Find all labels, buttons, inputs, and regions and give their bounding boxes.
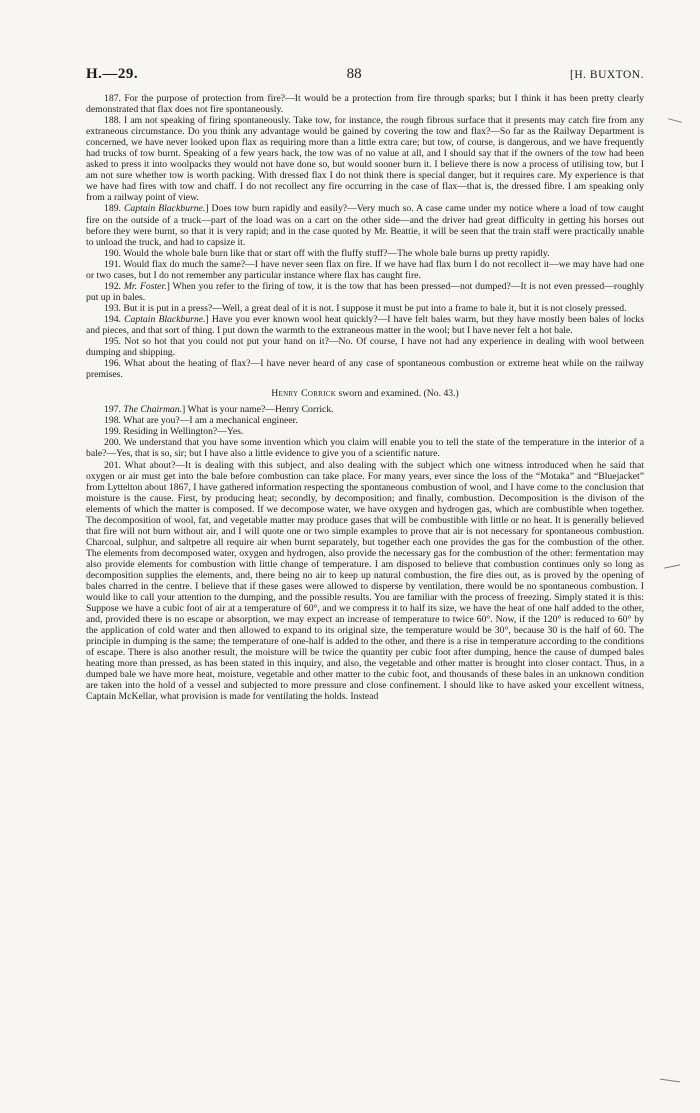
question-number: 189. [104,203,124,215]
evidence-section-corrick [86,404,644,702]
witness-heading-rest: sworn and examined. (No. 43.) [336,388,459,400]
evidence-paragraph [86,426,644,437]
paragraph-text: 187. For the purpose of protection from fire?—It would be a protection from fire through sparks; but I think it has been pretty clearly demonstrated that flax does not fire spontaneously. [86,93,644,116]
paragraph-text: 200. We understand that you have some invention which you claim will enable you to tell the state of the temperature in the interior of a bale?—Yes, that is so, sir; but I have also a little evidence to give you of a scientific nature. [86,437,644,460]
evidence-paragraph [86,415,644,426]
speaker-name: Mr. Foster. [123,280,167,292]
witness-name: Henry Corrick [271,388,337,400]
paragraph-text: ] What is your name?—Henry Corrick. [182,404,334,416]
question-number: 192. [104,280,124,292]
evidence-paragraph [86,336,644,358]
paper-reference: H.—29. [86,66,139,82]
margin-mark [664,564,680,568]
question-number: 197. [104,404,124,416]
evidence-paragraph [86,437,644,459]
margin-mark [660,1079,680,1083]
paragraph-text: ] Have you ever known wool heat quickly?—I have felt bales warm, but they have mostly been bales of locks and pieces, and that sort of thing. I put down the warmth to the extraneous matter in the wool; but I have never felt a hot bale. [86,313,645,336]
evidence-paragraph [86,281,644,303]
evidence-paragraph [86,203,644,247]
evidence-paragraph [86,93,644,115]
paragraph-text: 191. Would flax do much the same?—I have never seen flax on fire. If we have had flax burn I do not recollect it—we may have had one or two cases, but I do not remember any particular instance where flax has caught fire. [86,258,644,281]
margin-mark [668,118,682,123]
paragraph-text: 190. Would the whole bale burn like that or start off with the fluffy stuff?—The whole bale burns up pretty rapidly. [104,247,550,259]
evidence-paragraph [86,358,644,380]
page-number: 88 [346,66,362,82]
paragraph-text: ] Does tow burn rapidly and easily?—Very much so. A case came under my notice where a load of tow caught fire on the outside of a truck—part of the load was on a cart on the other side—and the driver had great difficulty in getting his horses out before they were burnt, so that it is very rapid; and in the case quoted by Mr. Beattie, it will be seen that the train staff were practically unable to unload the truck, and had to capsize it. [86,203,644,248]
paragraph-text: 195. Not so hot that you could not put your hand on it?—No. Of course, I have not had any experience in dealing with wool between dumping and shipping. [86,336,644,359]
paragraph-text: ] When you refer to the firing of tow, it is the tow that has been pressed—not dumped?—It is not even pressed—roughly put up in bales. [86,280,645,303]
evidence-paragraph [86,460,644,703]
running-head: [H. BUXTON. [570,69,644,81]
evidence-paragraph [86,404,644,415]
speaker-name: Captain Blackburne. [124,313,206,325]
paragraph-text: 198. What are you?—I am a mechanical engineer. [104,415,298,427]
evidence-paragraph [86,314,644,336]
paragraph-text: 193. But it is put in a press?—Well, a great deal of it is not. I suppose it must be put into a frame to bale it, but it is not closely pressed. [104,302,627,314]
page-header [86,66,644,83]
evidence-paragraph [86,248,644,259]
speaker-name: The Chairman. [123,404,183,416]
evidence-section-buxton [86,93,644,380]
evidence-paragraph [86,303,644,314]
paragraph-text: 196. What about the heating of flax?—I have never heard of any case of spontaneous combustion or extreme heat while on the railway premises. [86,358,644,381]
speaker-name: Captain Blackburne. [123,203,206,215]
evidence-paragraph [86,259,644,281]
question-number: 194. [104,313,125,325]
witness-heading [86,388,644,399]
paragraph-text: 199. Residing in Wellington?—Yes. [104,426,244,438]
paragraph-text: 188. I am not speaking of firing spontaneously. Take tow, for instance, the rough fibrous surface that it presents may catch fire from any extraneous circumstance. Do you think any advantage would be gained by covering the tow and flax?—So far as the Railway Department is concerned, we have never looked upon flax as requiring more than a little extra care; but tow, of course, is dangerous, and we have frequently had trucks of tow burnt. Speaking of a few years back, the tow was of no value at all, and I should say that if the owners of the tow had been asked to press it into woolpacks they would not have done so, but would sooner burn it. I believe there is now a process of utilising tow, but I am not sure whether tow is worth packing. With dressed flax I do not think there is special danger, but it requires care. My experience is that we have had fires with tow and chaff. I do not recollect any fire occurring in the case of flax—that is, the dressed fibre. I am speaking only from a railway point of view. [86,115,644,204]
evidence-paragraph [86,115,644,203]
paragraph-text: 201. What about?—It is dealing with this subject, and also dealing with the subject which one witness introduced when he said that oxygen or air must get into the bale before combustion can take place. For many years, ever since the loss of the “Motaka” and “Bluejacket” from Lyttelton about 1867, I have gathered information respecting the spontaneous combustion of wool, and I have come to the conclusion that moisture is the cause. First, by producing heat; secondly, by decomposition; and finally, combustion. Decomposition is the divison of the elements of which the matter is composed. If we decompose water, we have oxygen and hydrogen gas, which are combustible when together. The decomposition of wool, fat, and vegetable matter may produce gases that will be combustible with little or no heat. It is generally believed that fire will not burn without air, and I will quote one or two simple examples to prove that air is not necessary for spontaneous combustion. Charcoal, sulphur, and saltpetre all require air when burnt separately, but together each one provides the gas for the combustion of the other. The elements from decomposed water, oxygen and hydrogen, also provide the necessary gas for the combustion of the other: fermentation may also provide elements for combustion with little change of temperature. I am disposed to believe that combustion continues only so long as decomposition supplies the elements, and, there being no air to keep up natural combustion, the fire dies out, as is proved by the opening of bales charred in the centre. I believe that if these gases were allowed to disperse by ventilation, there would be no spontaneous combustion. I would like to call your attention to the dumping, and the possible results. You are familiar with the process of freezing. Simply stated it is this: Suppose we have a cubic foot of air at a temperature of 60°, and we compress it to half its size, we have the heat of one half added to the other, and, provided there is no escape or absorption, we may expect an increase of temperature to twice 60°. Now, if the 120° is reduced to 60° by the application of cold water and then allowed to expand to its original size, the temperature would be 30°, because 30 is the half of 60. The principle in dumping is the same; the temperature of one-half is added to the other, and there is a rise in temperature according to the conditions of escape. There is also another result, the moisture will be twice the quantity per cubic foot after dumping, hence the cause of dumped bales heating more than pressed, as has been stated in this inquiry, and also, the vegetable and other matter is brought into closer contact. Thus, in a dumped bale we have more heat, moisture, vegetable and other matter to the cubic foot, and thousands of these bales in an unknown condition are taken into the hold of a vessel and subjected to more pressure and close confinement. I should like to have asked your excellent witness, Captain McKellar, what provision is made for ventilating the holds. Instead [86,459,644,703]
document-body [86,93,644,703]
